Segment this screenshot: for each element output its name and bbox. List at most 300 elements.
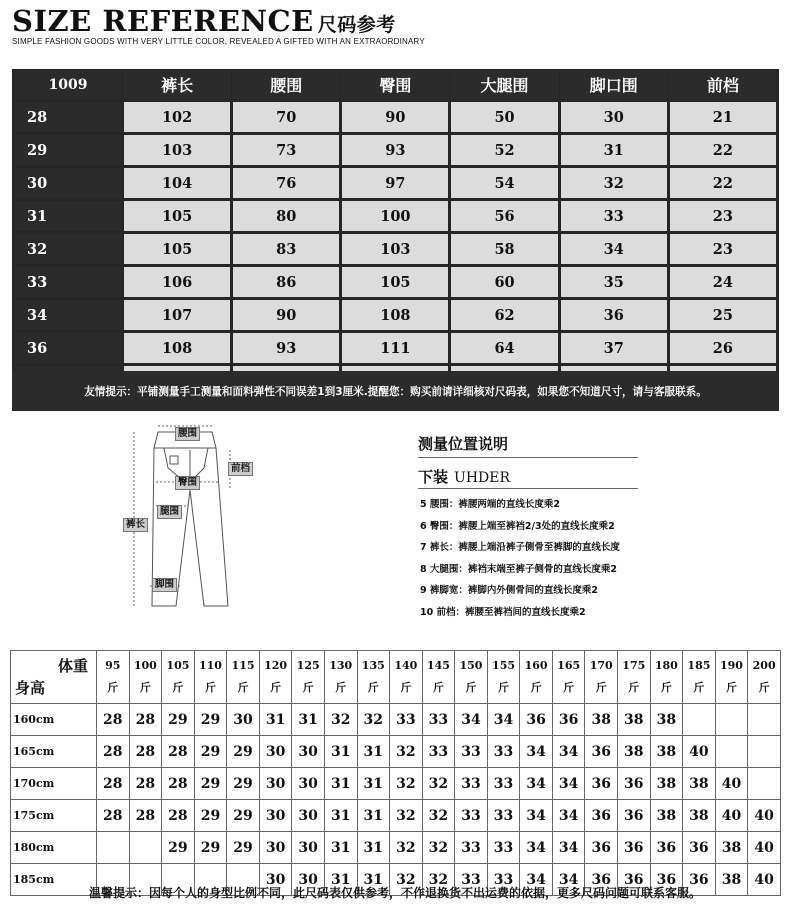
weight-col-header — [585, 651, 618, 704]
weight-unit: 斤 — [302, 681, 314, 694]
size-col-header: 大腿围 — [450, 70, 559, 101]
weight-value: 100 — [133, 659, 157, 672]
recommended-size: 40 — [748, 864, 781, 896]
size-table-body — [14, 101, 778, 398]
recommended-size: 36 — [650, 832, 683, 864]
diagram-label-waist: 腰围 — [175, 427, 200, 441]
weight-value: 145 — [426, 659, 450, 672]
recommended-size: 30 — [259, 768, 292, 800]
recommended-size: 31 — [357, 736, 390, 768]
weight-value: 135 — [361, 659, 385, 672]
size-value: 73 — [232, 134, 341, 167]
weight-col-header — [227, 651, 260, 704]
weight-col-header — [357, 651, 390, 704]
recommended-size — [748, 704, 781, 736]
weight-value: 120 — [264, 659, 288, 672]
recommended-size: 36 — [618, 832, 651, 864]
recommended-size: 36 — [585, 800, 618, 832]
weight-value: 125 — [296, 659, 320, 672]
pants-diagram — [120, 420, 260, 620]
recommended-size: 30 — [259, 736, 292, 768]
size-value: 26 — [668, 332, 777, 365]
size-value: 56 — [450, 200, 559, 233]
recommended-size: 30 — [292, 736, 325, 768]
recommended-size: 33 — [487, 736, 520, 768]
weight-unit: 斤 — [530, 681, 542, 694]
recommended-size — [748, 736, 781, 768]
weight-col-header — [650, 651, 683, 704]
weight-value: 180 — [654, 659, 678, 672]
size-value: 23 — [668, 200, 777, 233]
recommended-size: 28 — [162, 736, 195, 768]
recommended-size: 33 — [422, 736, 455, 768]
table-row — [14, 332, 778, 365]
weight-value: 105 — [166, 659, 190, 672]
table-row — [11, 832, 781, 864]
recommended-size: 38 — [683, 800, 716, 832]
recommended-size: 29 — [162, 704, 195, 736]
recommended-size: 32 — [390, 864, 423, 896]
weight-value: 185 — [687, 659, 711, 672]
size-value: 35 — [559, 266, 668, 299]
size-value: 21 — [668, 101, 777, 134]
weight-value: 175 — [622, 659, 646, 672]
weight-value: 115 — [231, 659, 255, 672]
weight-col-header — [390, 651, 423, 704]
weight-value: 200 — [752, 659, 776, 672]
size-value: 83 — [232, 233, 341, 266]
size-value: 86 — [232, 266, 341, 299]
weight-unit: 斤 — [107, 681, 119, 694]
explanation-list — [420, 494, 620, 623]
weight-col-header — [455, 651, 488, 704]
recommended-size: 31 — [324, 864, 357, 896]
size-value: 80 — [232, 200, 341, 233]
size-col-header: 脚口围 — [559, 70, 668, 101]
recommended-size: 34 — [520, 864, 553, 896]
size-value: 108 — [123, 332, 232, 365]
recommended-size: 36 — [585, 832, 618, 864]
size-col-header: 腰围 — [232, 70, 341, 101]
diagram-label-thigh: 腿围 — [157, 505, 182, 519]
diagram-label-length: 裤长 — [123, 518, 148, 532]
weight-col-header — [715, 651, 748, 704]
recommended-size: 31 — [324, 736, 357, 768]
size-value: 103 — [123, 134, 232, 167]
weight-col-header — [292, 651, 325, 704]
size-value: 76 — [232, 167, 341, 200]
recommended-size: 32 — [390, 832, 423, 864]
size-label: 31 — [14, 200, 123, 233]
weight-value: 160 — [524, 659, 548, 672]
weight-col-header — [259, 651, 292, 704]
recommended-size: 29 — [162, 832, 195, 864]
weight-unit: 斤 — [432, 681, 444, 694]
size-value: 30 — [559, 101, 668, 134]
recommended-size: 34 — [520, 832, 553, 864]
category-cn: 下装 — [418, 468, 449, 486]
recommended-size: 31 — [324, 832, 357, 864]
size-value: 60 — [450, 266, 559, 299]
size-label: 33 — [14, 266, 123, 299]
size-value: 90 — [232, 299, 341, 332]
recommended-size: 31 — [259, 704, 292, 736]
size-value: 24 — [668, 266, 777, 299]
size-value: 97 — [341, 167, 450, 200]
recommended-size: 30 — [259, 800, 292, 832]
explanation-item: 5 腰围：裤腰两端的直线长度乘2 — [420, 499, 561, 510]
weight-col-header — [748, 651, 781, 704]
recommended-size: 34 — [552, 768, 585, 800]
recommended-size: 34 — [552, 800, 585, 832]
weight-unit: 斤 — [628, 681, 640, 694]
recommended-size: 36 — [585, 768, 618, 800]
weight-value: 150 — [459, 659, 483, 672]
divider — [418, 457, 638, 458]
size-value: 111 — [341, 332, 450, 365]
weight-value: 190 — [719, 659, 743, 672]
recommended-size: 36 — [683, 864, 716, 896]
weight-value: 140 — [394, 659, 418, 672]
size-value: 36 — [559, 299, 668, 332]
recommended-size: 40 — [748, 800, 781, 832]
recommended-size: 33 — [487, 864, 520, 896]
weight-value: 95 — [105, 659, 121, 672]
recommended-size: 33 — [390, 704, 423, 736]
page-subtitle: SIMPLE FASHION GOODS WITH VERY LITTLE COLOR, REVEALED A GIFTED WITH AN EXTRAORDINARY — [12, 37, 425, 46]
recommended-size: 28 — [97, 736, 130, 768]
recommended-size — [129, 832, 162, 864]
size-col-header: 臀围 — [341, 70, 450, 101]
recommended-size: 34 — [552, 864, 585, 896]
table-row — [14, 299, 778, 332]
size-value: 37 — [559, 332, 668, 365]
recommended-size: 34 — [552, 832, 585, 864]
weight-unit: 斤 — [172, 681, 184, 694]
recommended-size: 36 — [618, 768, 651, 800]
explanation-item: 9 裤脚宽：裤脚内外侧骨间的直线长度乘2 — [420, 585, 599, 596]
size-value: 105 — [341, 266, 450, 299]
recommended-size: 28 — [97, 800, 130, 832]
recommended-size: 32 — [324, 704, 357, 736]
height-row-label: 180cm — [11, 832, 97, 864]
weight-unit: 斤 — [139, 681, 151, 694]
weight-col-header — [162, 651, 195, 704]
explanation-item: 7 裤长：裤腰上端沿裤子侧骨至裤脚的直线长度 — [420, 542, 620, 553]
recommended-size: 30 — [259, 832, 292, 864]
table-row — [11, 800, 781, 832]
height-label: 身高 — [15, 679, 46, 697]
recommended-size: 33 — [455, 832, 488, 864]
recommended-size: 34 — [520, 768, 553, 800]
recommended-size: 31 — [324, 768, 357, 800]
recommended-size: 38 — [715, 864, 748, 896]
size-col-header: 裤长 — [123, 70, 232, 101]
weight-unit: 斤 — [400, 681, 412, 694]
table-row — [14, 200, 778, 233]
table-row — [14, 101, 778, 134]
size-value: 93 — [232, 332, 341, 365]
weight-unit: 斤 — [270, 681, 282, 694]
recommended-size: 29 — [227, 736, 260, 768]
size-table — [12, 69, 779, 399]
recommended-size: 36 — [552, 704, 585, 736]
size-value: 54 — [450, 167, 559, 200]
size-value: 22 — [668, 167, 777, 200]
category-heading — [418, 466, 510, 487]
recommended-size: 40 — [715, 768, 748, 800]
recommended-size: 33 — [422, 704, 455, 736]
weight-unit: 斤 — [498, 681, 510, 694]
size-value: 33 — [559, 200, 668, 233]
recommended-size: 33 — [455, 864, 488, 896]
size-value: 106 — [123, 266, 232, 299]
category-en: UHDER — [454, 470, 511, 486]
recommended-size: 33 — [487, 800, 520, 832]
recommended-size: 32 — [390, 736, 423, 768]
recommended-size: 28 — [129, 704, 162, 736]
recommended-size: 36 — [683, 832, 716, 864]
size-value: 70 — [232, 101, 341, 134]
size-value: 52 — [450, 134, 559, 167]
recommended-size: 29 — [227, 768, 260, 800]
recommended-size: 36 — [520, 704, 553, 736]
weight-col-header — [97, 651, 130, 704]
recommended-size: 33 — [455, 800, 488, 832]
recommended-size: 32 — [422, 768, 455, 800]
size-label: 36 — [14, 332, 123, 365]
weight-unit: 斤 — [758, 681, 770, 694]
size-value: 93 — [341, 134, 450, 167]
recommended-size: 30 — [259, 864, 292, 896]
weight-col-header — [422, 651, 455, 704]
weight-unit: 斤 — [204, 681, 216, 694]
recommended-size: 32 — [357, 704, 390, 736]
recommended-size: 28 — [97, 704, 130, 736]
recommended-size: 33 — [455, 736, 488, 768]
recommended-size: 40 — [683, 736, 716, 768]
size-col-header: 1009 — [14, 70, 123, 101]
height-row-label: 175cm — [11, 800, 97, 832]
recommended-size: 28 — [162, 768, 195, 800]
recommended-size: 31 — [292, 704, 325, 736]
weight-col-header — [618, 651, 651, 704]
table-row — [14, 134, 778, 167]
recommended-size: 33 — [487, 832, 520, 864]
size-value: 50 — [450, 101, 559, 134]
table-row — [14, 233, 778, 266]
size-value: 22 — [668, 134, 777, 167]
diagram-label-leg-opening: 脚围 — [152, 578, 177, 592]
recommended-size: 34 — [520, 800, 553, 832]
weight-col-header — [552, 651, 585, 704]
recommended-size: 40 — [748, 832, 781, 864]
size-value: 108 — [341, 299, 450, 332]
recommended-size: 36 — [585, 864, 618, 896]
page-title — [12, 4, 396, 38]
recommended-size: 38 — [683, 768, 716, 800]
size-table-header — [14, 70, 778, 101]
size-value: 62 — [450, 299, 559, 332]
recommended-size: 31 — [357, 768, 390, 800]
weight-unit: 斤 — [563, 681, 575, 694]
explanation-title: 测量位置说明 — [418, 435, 509, 453]
height-row-label: 185cm — [11, 864, 97, 896]
weight-unit: 斤 — [725, 681, 737, 694]
recommended-size: 34 — [552, 736, 585, 768]
height-row-label: 160cm — [11, 704, 97, 736]
size-value: 64 — [450, 332, 559, 365]
recommended-size: 40 — [715, 800, 748, 832]
recommended-size — [715, 736, 748, 768]
weight-col-header — [520, 651, 553, 704]
weight-unit: 斤 — [237, 681, 249, 694]
table-row — [14, 266, 778, 299]
size-value: 34 — [559, 233, 668, 266]
recommended-size: 29 — [194, 800, 227, 832]
weight-label: 体重 — [57, 657, 88, 675]
recommended-size: 34 — [487, 704, 520, 736]
recommended-size: 38 — [618, 736, 651, 768]
size-label: 28 — [14, 101, 123, 134]
table-row — [11, 768, 781, 800]
weight-col-header — [194, 651, 227, 704]
recommended-size: 29 — [227, 832, 260, 864]
weight-height-table — [10, 650, 781, 896]
recommended-size: 32 — [390, 768, 423, 800]
recommended-size — [715, 704, 748, 736]
recommended-size: 38 — [650, 736, 683, 768]
size-label: 32 — [14, 233, 123, 266]
explanation-item: 10 前档：裤腰至裤裆间的直线长度乘2 — [420, 606, 586, 618]
recommended-size: 34 — [455, 704, 488, 736]
weight-value: 110 — [198, 659, 222, 672]
recommended-size — [683, 704, 716, 736]
diagram-label-hip: 臀围 — [175, 476, 200, 490]
weight-value: 170 — [589, 659, 613, 672]
recommended-size: 31 — [357, 800, 390, 832]
recommended-size: 30 — [292, 800, 325, 832]
weight-unit: 斤 — [693, 681, 705, 694]
diagram-label-front-rise: 前档 — [228, 462, 253, 476]
size-value: 32 — [559, 167, 668, 200]
recommended-size: 38 — [585, 704, 618, 736]
height-row-label: 170cm — [11, 768, 97, 800]
size-value: 103 — [341, 233, 450, 266]
recommended-size — [748, 768, 781, 800]
weight-value: 130 — [329, 659, 353, 672]
size-value: 58 — [450, 233, 559, 266]
recommended-size: 31 — [324, 800, 357, 832]
divider — [418, 488, 638, 489]
recommended-size: 30 — [292, 864, 325, 896]
recommended-size: 36 — [650, 864, 683, 896]
size-value: 100 — [341, 200, 450, 233]
size-value: 105 — [123, 200, 232, 233]
size-label: 29 — [14, 134, 123, 167]
recommended-size: 36 — [618, 800, 651, 832]
weight-col-header — [683, 651, 716, 704]
recommended-size: 29 — [194, 736, 227, 768]
recommended-size: 33 — [455, 768, 488, 800]
size-value: 31 — [559, 134, 668, 167]
height-row-label: 165cm — [11, 736, 97, 768]
measurement-tip: 友情提示：平铺测量手工测量和面料弹性不同误差1到3厘米.提醒您：购买前请详细核对尺码表，如果您不知道尺寸，请与客服联系。 — [12, 371, 779, 411]
recommended-size: 28 — [129, 800, 162, 832]
recommended-size: 38 — [650, 768, 683, 800]
recommended-size: 28 — [129, 768, 162, 800]
recommended-size: 31 — [357, 832, 390, 864]
size-value: 23 — [668, 233, 777, 266]
recommended-size: 38 — [715, 832, 748, 864]
size-col-header: 前档 — [668, 70, 777, 101]
size-label: 30 — [14, 167, 123, 200]
recommended-size: 30 — [292, 832, 325, 864]
weight-unit: 斤 — [335, 681, 347, 694]
recommended-size: 38 — [650, 704, 683, 736]
weight-unit: 斤 — [595, 681, 607, 694]
weight-unit: 斤 — [367, 681, 379, 694]
table-row — [11, 736, 781, 768]
table-row — [14, 167, 778, 200]
recommended-size: 32 — [422, 800, 455, 832]
title-en: SIZE REFERENCE — [12, 4, 314, 38]
weight-unit: 斤 — [660, 681, 672, 694]
weight-col-header — [487, 651, 520, 704]
recommended-size: 29 — [194, 704, 227, 736]
size-value: 105 — [123, 233, 232, 266]
recommended-size: 33 — [487, 768, 520, 800]
title-cn: 尺码参考 — [317, 14, 396, 36]
recommended-size: 36 — [618, 864, 651, 896]
size-value: 107 — [123, 299, 232, 332]
recommended-size: 28 — [97, 768, 130, 800]
size-label: 34 — [14, 299, 123, 332]
recommended-size: 32 — [390, 800, 423, 832]
recommended-size: 29 — [227, 800, 260, 832]
explanation-item: 6 臀围：裤腰上端至裤裆2/3处的直线长度乘2 — [420, 520, 615, 532]
recommended-size: 32 — [422, 864, 455, 896]
size-value: 104 — [123, 167, 232, 200]
footer-note: 温馨提示：因每个人的身型比例不同，此尺码表仅供参考，不作退换货不出运费的依据，更多尺码问题可联系客服。 — [88, 886, 701, 900]
weight-header-row — [11, 651, 781, 704]
recommended-size: 31 — [357, 864, 390, 896]
weight-value: 165 — [557, 659, 581, 672]
recommended-size: 30 — [292, 768, 325, 800]
corner-cell — [11, 651, 97, 704]
recommended-size: 28 — [129, 736, 162, 768]
recommended-size — [97, 832, 130, 864]
size-value: 102 — [123, 101, 232, 134]
recommended-size: 30 — [227, 704, 260, 736]
explanation-item: 8 大腿围：裤裆末端至裤子侧骨的直线长度乘2 — [420, 563, 618, 575]
recommended-size: 36 — [585, 736, 618, 768]
recommended-size: 38 — [618, 704, 651, 736]
recommended-size: 34 — [520, 736, 553, 768]
weight-col-header — [129, 651, 162, 704]
recommended-size: 38 — [650, 800, 683, 832]
recommended-size: 29 — [194, 832, 227, 864]
weight-col-header — [324, 651, 357, 704]
weight-unit: 斤 — [465, 681, 477, 694]
size-value: 90 — [341, 101, 450, 134]
recommended-size: 29 — [194, 768, 227, 800]
recommended-size: 28 — [162, 800, 195, 832]
weight-value: 155 — [492, 659, 516, 672]
size-value: 25 — [668, 299, 777, 332]
recommended-size: 32 — [422, 832, 455, 864]
table-row — [11, 704, 781, 736]
